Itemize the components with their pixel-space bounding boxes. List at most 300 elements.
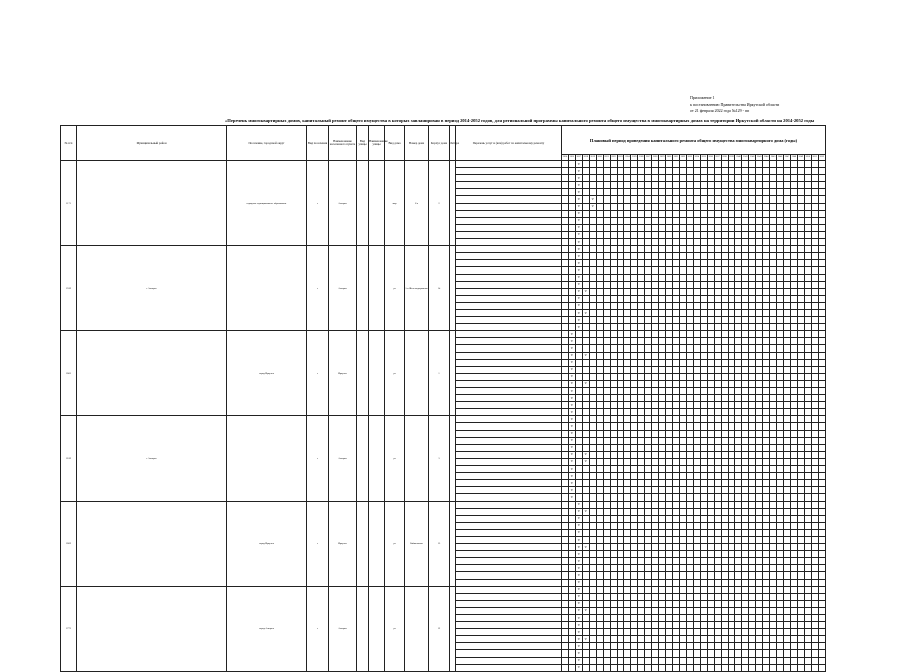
year-cell (693, 480, 700, 487)
year-cell (631, 295, 638, 302)
year-cell (790, 352, 797, 359)
year-cell (707, 253, 714, 260)
year-cell (686, 451, 693, 458)
year-cell (790, 253, 797, 260)
year-cell (735, 451, 742, 458)
year-cell (645, 388, 652, 395)
year-cell (742, 494, 749, 501)
group-col7 (369, 246, 385, 331)
year-cell (686, 544, 693, 551)
year-cell (714, 161, 721, 168)
year-cell (679, 324, 686, 331)
year-cell (596, 529, 603, 536)
year-cell (804, 451, 811, 458)
year-cell (686, 345, 693, 352)
year-cell (645, 551, 652, 558)
year-cell (756, 338, 763, 345)
year-cell (756, 267, 763, 274)
year-cell (797, 572, 804, 579)
year-cell (804, 508, 811, 515)
year-cell (617, 430, 624, 437)
year-cell (693, 295, 700, 302)
year-cell (693, 231, 700, 238)
year-cell (721, 309, 728, 316)
year-cell (562, 295, 569, 302)
year-cell (770, 572, 777, 579)
year-cell (728, 338, 735, 345)
year-cell (756, 650, 763, 657)
year-cell (679, 402, 686, 409)
year-cell (818, 600, 825, 607)
work-type-cell (456, 650, 562, 657)
year-cell (728, 650, 735, 657)
year-cell (804, 182, 811, 189)
year-cell (777, 409, 784, 416)
year-cell (818, 274, 825, 281)
year-cell (562, 224, 569, 231)
year-cell (797, 345, 804, 352)
year-cell (652, 522, 659, 529)
year-cell (707, 267, 714, 274)
year-cell (659, 643, 666, 650)
year-cell (790, 380, 797, 387)
work-type-cell (456, 274, 562, 281)
year-cell (666, 501, 673, 508)
year-cell (714, 168, 721, 175)
year-cell (638, 338, 645, 345)
work-type-cell (456, 161, 562, 168)
year-cell (562, 558, 569, 565)
year-cell (562, 331, 569, 338)
year-cell (617, 253, 624, 260)
year-cell (596, 501, 603, 508)
year-cell (693, 331, 700, 338)
year-cell (631, 373, 638, 380)
year-cell (784, 231, 791, 238)
year-cell (811, 331, 818, 338)
year-cell (617, 388, 624, 395)
year-cell (679, 579, 686, 586)
year-cell (666, 579, 673, 586)
year-mark: V (575, 600, 582, 607)
year-cell (666, 409, 673, 416)
year-cell (645, 324, 652, 331)
year-cell (714, 395, 721, 402)
year-header: 2032 (679, 155, 686, 161)
year-cell (575, 451, 582, 458)
year-cell (631, 544, 638, 551)
year-cell (749, 558, 756, 565)
year-cell (763, 501, 770, 508)
year-cell (624, 565, 631, 572)
year-cell (686, 551, 693, 558)
year-cell (728, 416, 735, 423)
work-type-cell (456, 302, 562, 309)
year-cell (603, 345, 610, 352)
year-mark: V (575, 615, 582, 622)
year-cell (777, 203, 784, 210)
year-cell (784, 210, 791, 217)
year-cell (659, 444, 666, 451)
group-col8: ул (385, 586, 405, 671)
year-cell (777, 558, 784, 565)
year-cell (770, 593, 777, 600)
year-cell (652, 458, 659, 465)
year-cell (756, 444, 763, 451)
year-cell (624, 487, 631, 494)
year-cell (575, 395, 582, 402)
year-cell (784, 515, 791, 522)
year-cell (617, 579, 624, 586)
year-cell (797, 239, 804, 246)
year-cell (582, 650, 589, 657)
year-cell (728, 487, 735, 494)
year-cell (659, 423, 666, 430)
year-cell (562, 373, 569, 380)
year-cell (770, 395, 777, 402)
year-mark: V (575, 529, 582, 536)
group-number: 1171 (61, 161, 77, 246)
year-cell (818, 515, 825, 522)
year-cell (756, 288, 763, 295)
year-cell (562, 402, 569, 409)
year-cell (631, 444, 638, 451)
year-cell (811, 657, 818, 664)
year-cell (666, 203, 673, 210)
year-cell (763, 622, 770, 629)
year-cell (735, 281, 742, 288)
year-cell (721, 161, 728, 168)
year-cell (562, 175, 569, 182)
year-cell (700, 309, 707, 316)
year-cell (659, 345, 666, 352)
work-type-cell (456, 380, 562, 387)
year-cell (568, 579, 575, 586)
work-type-cell (456, 444, 562, 451)
year-cell (790, 501, 797, 508)
year-cell (811, 529, 818, 536)
year-cell (589, 402, 596, 409)
year-cell (638, 607, 645, 614)
year-cell (784, 380, 791, 387)
year-cell (804, 203, 811, 210)
year-cell (666, 295, 673, 302)
table-row (61, 246, 826, 253)
year-cell (700, 288, 707, 295)
year-cell (596, 437, 603, 444)
year-cell (638, 423, 645, 430)
year-cell (777, 260, 784, 267)
year-cell (714, 189, 721, 196)
year-cell (624, 161, 631, 168)
year-cell (742, 473, 749, 480)
year-cell (735, 473, 742, 480)
year-cell (777, 643, 784, 650)
year-cell (770, 615, 777, 622)
year-cell (568, 643, 575, 650)
year-cell (804, 622, 811, 629)
year-cell (784, 444, 791, 451)
year-cell (582, 395, 589, 402)
year-cell (617, 168, 624, 175)
year-cell (596, 168, 603, 175)
year-cell (631, 572, 638, 579)
year-cell (742, 295, 749, 302)
year-cell (617, 636, 624, 643)
year-cell (811, 536, 818, 543)
year-cell (575, 345, 582, 352)
year-cell (749, 508, 756, 515)
year-cell (659, 544, 666, 551)
year-cell (624, 402, 631, 409)
year-cell (631, 558, 638, 565)
year-mark: V (575, 224, 582, 231)
year-cell (714, 373, 721, 380)
group-col5: Ангарск (329, 416, 357, 501)
year-cell (562, 615, 569, 622)
year-cell (756, 615, 763, 622)
year-cell (589, 487, 596, 494)
work-type-cell (456, 352, 562, 359)
year-cell (700, 302, 707, 309)
year-cell (700, 402, 707, 409)
year-cell (638, 636, 645, 643)
year-cell (624, 203, 631, 210)
year-cell (679, 544, 686, 551)
year-header: 2020 (596, 155, 603, 161)
year-cell (617, 239, 624, 246)
year-cell (589, 210, 596, 217)
year-cell (728, 515, 735, 522)
year-cell (631, 487, 638, 494)
year-cell (568, 231, 575, 238)
year-cell (617, 267, 624, 274)
year-cell (638, 345, 645, 352)
year-cell (686, 338, 693, 345)
year-cell (603, 302, 610, 309)
year-cell (617, 380, 624, 387)
year-cell (666, 168, 673, 175)
year-cell (770, 196, 777, 203)
year-cell (617, 196, 624, 203)
year-cell (742, 366, 749, 373)
year-cell (707, 274, 714, 281)
year-mark: V (582, 607, 589, 614)
year-cell (721, 600, 728, 607)
year-cell (603, 607, 610, 614)
year-cell (707, 544, 714, 551)
year-cell (804, 189, 811, 196)
year-cell (645, 161, 652, 168)
year-cell (742, 175, 749, 182)
year-cell (818, 629, 825, 636)
year-cell (589, 324, 596, 331)
year-cell (638, 451, 645, 458)
year-cell (721, 231, 728, 238)
year-cell (728, 217, 735, 224)
year-cell (659, 430, 666, 437)
table-row (61, 161, 826, 168)
year-cell (666, 536, 673, 543)
year-cell (790, 558, 797, 565)
year-cell (603, 161, 610, 168)
year-cell (693, 217, 700, 224)
year-cell (756, 664, 763, 671)
year-cell (721, 288, 728, 295)
year-cell (797, 210, 804, 217)
year-cell (770, 480, 777, 487)
year-cell (797, 664, 804, 671)
year-cell (784, 189, 791, 196)
year-cell (624, 636, 631, 643)
year-cell (707, 210, 714, 217)
year-cell (700, 444, 707, 451)
year-mark: V (582, 380, 589, 387)
year-cell (659, 402, 666, 409)
year-cell (749, 359, 756, 366)
year-cell (624, 423, 631, 430)
year-cell (582, 494, 589, 501)
year-cell (763, 643, 770, 650)
year-cell (811, 615, 818, 622)
year-cell (568, 161, 575, 168)
year-cell (568, 650, 575, 657)
year-cell (645, 593, 652, 600)
year-cell (797, 466, 804, 473)
year-cell (811, 388, 818, 395)
year-cell (645, 430, 652, 437)
group-settlement: город Иркутск (227, 501, 307, 586)
year-cell (728, 395, 735, 402)
work-type-cell (456, 359, 562, 366)
year-cell (582, 437, 589, 444)
year-cell (645, 402, 652, 409)
year-cell (770, 416, 777, 423)
year-cell (742, 182, 749, 189)
year-cell (610, 161, 617, 168)
year-cell (679, 203, 686, 210)
year-cell (562, 395, 569, 402)
year-cell (707, 288, 714, 295)
year-cell (610, 636, 617, 643)
year-cell (679, 622, 686, 629)
year-cell (638, 324, 645, 331)
year-cell (638, 458, 645, 465)
year-cell (589, 586, 596, 593)
year-cell (742, 444, 749, 451)
year-cell (645, 558, 652, 565)
year-cell (797, 161, 804, 168)
year-cell (811, 664, 818, 671)
year-cell (749, 536, 756, 543)
year-cell (735, 331, 742, 338)
year-cell (631, 274, 638, 281)
year-cell (790, 345, 797, 352)
work-type-cell (456, 473, 562, 480)
group-col7 (369, 161, 385, 246)
year-cell (707, 522, 714, 529)
year-cell (603, 437, 610, 444)
year-cell (707, 168, 714, 175)
year-cell (790, 600, 797, 607)
year-header: 2034 (693, 155, 700, 161)
year-cell (770, 210, 777, 217)
year-cell (700, 352, 707, 359)
year-cell (679, 359, 686, 366)
year-cell (666, 522, 673, 529)
year-cell (638, 352, 645, 359)
year-cell (749, 402, 756, 409)
year-cell (728, 317, 735, 324)
year-cell (638, 572, 645, 579)
year-cell (645, 168, 652, 175)
year-cell (721, 501, 728, 508)
year-cell (797, 217, 804, 224)
year-cell (714, 572, 721, 579)
year-cell (714, 302, 721, 309)
year-cell (631, 366, 638, 373)
year-cell (700, 629, 707, 636)
year-cell (562, 423, 569, 430)
year-cell (596, 324, 603, 331)
year-cell (582, 203, 589, 210)
year-cell (562, 182, 569, 189)
year-cell (631, 522, 638, 529)
year-cell (610, 302, 617, 309)
year-cell (652, 295, 659, 302)
year-cell (770, 636, 777, 643)
year-cell (735, 444, 742, 451)
year-cell (721, 650, 728, 657)
year-cell (617, 593, 624, 600)
year-cell (700, 551, 707, 558)
year-cell (707, 451, 714, 458)
year-cell (770, 161, 777, 168)
year-cell (693, 437, 700, 444)
year-cell (624, 473, 631, 480)
year-cell (686, 480, 693, 487)
year-cell (638, 444, 645, 451)
year-cell (735, 203, 742, 210)
year-cell (582, 409, 589, 416)
year-cell (693, 210, 700, 217)
year-cell (811, 501, 818, 508)
year-cell (770, 274, 777, 281)
year-cell (673, 182, 680, 189)
work-type-cell (456, 338, 562, 345)
year-cell (673, 650, 680, 657)
year-cell (721, 579, 728, 586)
year-cell (749, 444, 756, 451)
year-cell (693, 366, 700, 373)
year-cell (659, 288, 666, 295)
year-cell (582, 615, 589, 622)
year-cell (818, 217, 825, 224)
year-cell (596, 536, 603, 543)
year-cell (714, 409, 721, 416)
year-cell (666, 508, 673, 515)
year-cell (568, 239, 575, 246)
table-header-row (61, 126, 826, 155)
year-cell (652, 615, 659, 622)
year-cell (784, 246, 791, 253)
year-header: 2021 (603, 155, 610, 161)
year-cell (742, 409, 749, 416)
year-cell (797, 558, 804, 565)
year-cell (582, 324, 589, 331)
year-cell (797, 281, 804, 288)
year-cell (610, 324, 617, 331)
